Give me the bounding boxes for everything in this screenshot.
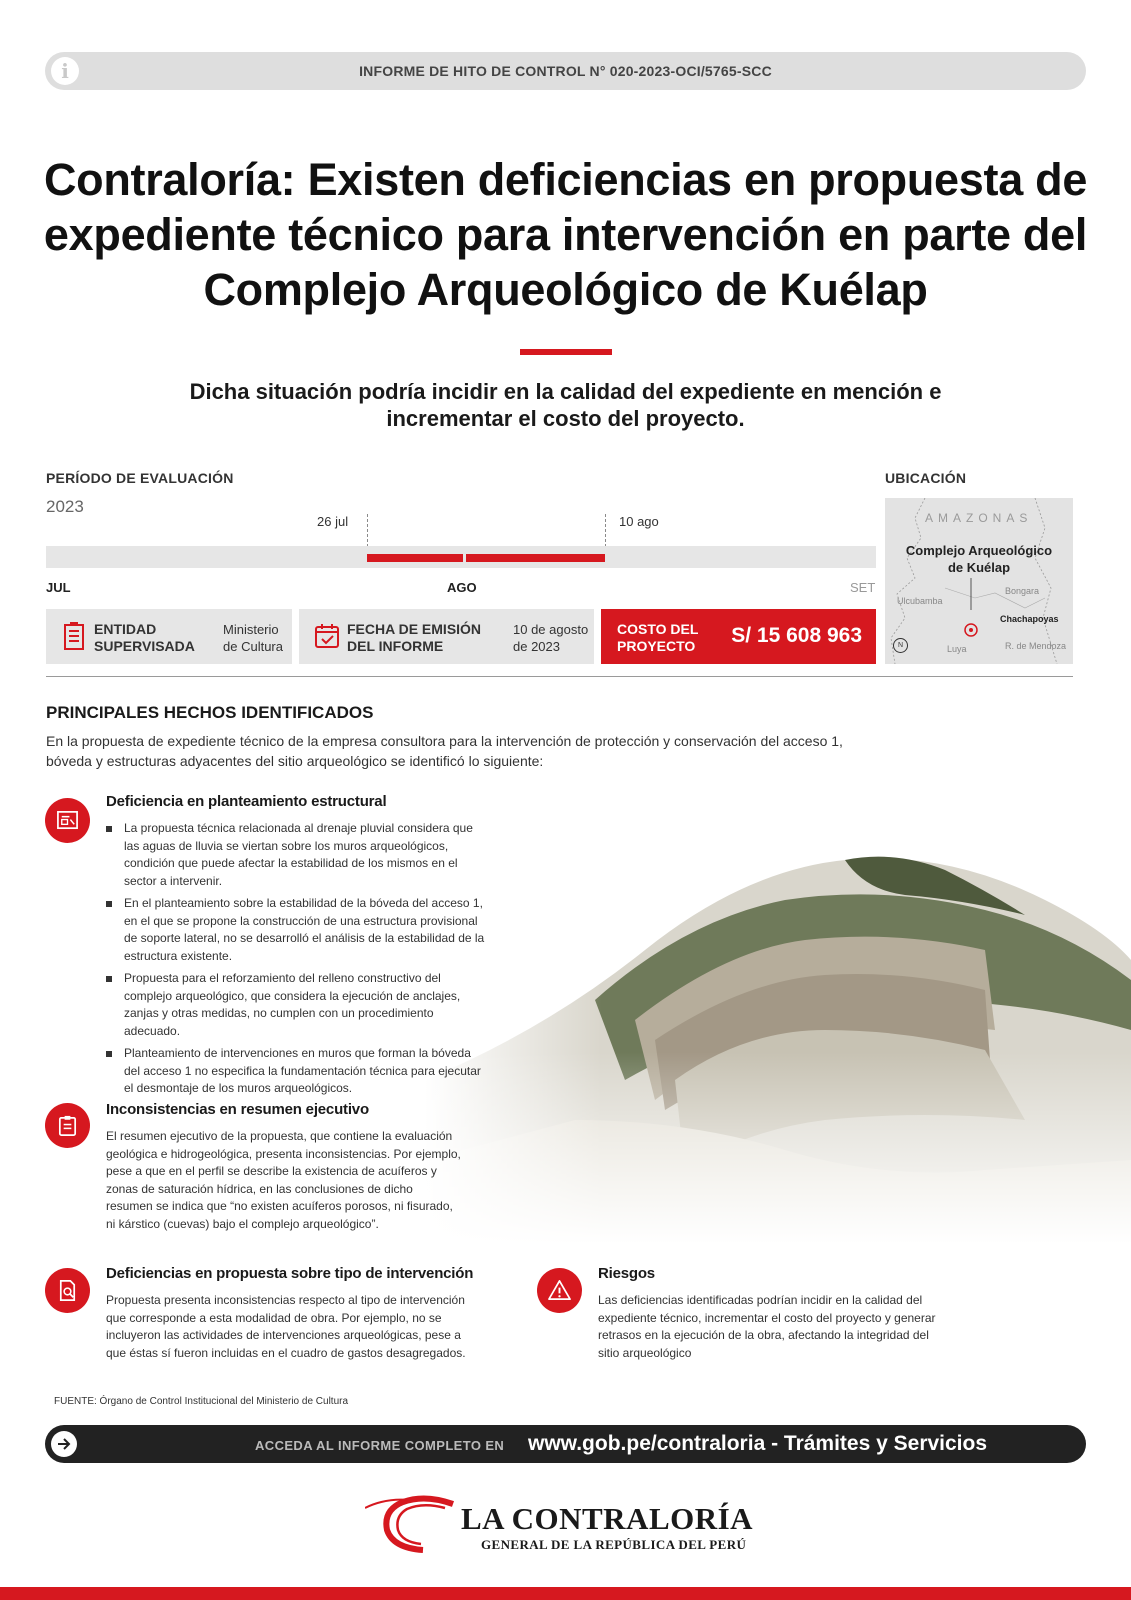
report-code: INFORME DE HITO DE CONTROL N° 020-2023-OCI/5765-SCC: [359, 63, 772, 79]
full-report-link[interactable]: www.gob.pe/contraloria - Trámites y Servicios: [528, 1432, 988, 1455]
clipboard-icon: [56, 1114, 79, 1137]
contraloria-emblem: [365, 1494, 455, 1554]
fact-4-text: Las deficiencias identificadas podrían incidir en la calidad del expediente técnico, incrementar el costo del proyecto y generar retrasos en la ejecución de la obra, afectando la integridad del sitio arqueológico: [598, 1293, 936, 1360]
facts-title: PRINCIPALES HECHOS IDENTIFICADOS: [46, 703, 374, 722]
entity-value: Ministerio de Cultura: [223, 622, 283, 654]
timeline-month-ago: AGO: [447, 580, 477, 595]
project-cost-box: [601, 609, 876, 664]
entity-label: ENTIDAD SUPERVISADA: [94, 621, 195, 654]
period-year: 2023: [46, 497, 84, 516]
logo-title: LA CONTRALORÍA: [461, 1501, 754, 1536]
list-item: En el planteamiento sobre la estabilidad de la bóveda del acceso 1, en el que se propone la construcción de una estructura provisional de soporte lateral, no se desarrolló el análisis de la estabilidad de la estructura existente.: [106, 895, 486, 965]
fact-3-title: Deficiencias en propuesta sobre tipo de intervención: [106, 1265, 474, 1282]
title-underline: [520, 349, 612, 355]
timeline-start-date: 26 jul: [317, 514, 349, 529]
map-town: Luya: [947, 644, 967, 654]
section-divider: [46, 676, 1073, 677]
map-town-main: Chachapoyas: [1000, 614, 1059, 624]
facts-intro: En la propuesta de expediente técnico de la empresa consultora para la intervención de protección y conservación del acceso 1, bóveda y estructuras adyacentes del sitio arqueológico se identificó lo siguiente:: [46, 733, 843, 769]
fact-4-title: Riesgos: [598, 1265, 655, 1282]
timeline-end-date: 10 ago: [619, 514, 659, 529]
timeline-month-set: SET: [850, 580, 876, 595]
blueprint-icon: [56, 809, 79, 832]
fact-1-title: Deficiencia en planteamiento estructural: [106, 793, 387, 810]
entity-box: [46, 609, 292, 664]
info-icon: i: [51, 57, 79, 85]
fact-2-title: Inconsistencias en resumen ejecutivo: [106, 1101, 369, 1118]
map-town: R. de Mendoza: [1005, 641, 1067, 651]
fact-4-icon-badge: [537, 1268, 582, 1313]
timeline-segment-jul: [367, 554, 463, 562]
issue-date-value: 10 de agosto de 2023: [513, 622, 589, 654]
location-label: UBICACIÓN: [885, 470, 967, 486]
arrow-right-icon[interactable]: [51, 1431, 77, 1457]
compass-icon: N: [893, 638, 908, 653]
fact-3-text: Propuesta presenta inconsistencias respecto al tipo de intervención que corresponde a esta modalidad de obra. Por ejemplo, no se incluyeron las actividades de intervenciones arqueológicas, pese a que éstas sí fueron incluidas en el cuadro de gastos desagregados.: [106, 1293, 466, 1360]
project-cost-label: COSTO DEL PROYECTO: [617, 621, 699, 654]
location-map: [885, 498, 1073, 664]
map-region-name: AMAZONAS: [925, 511, 1033, 525]
fact-2-text: El resumen ejecutivo de la propuesta, que contiene la evaluación geológica e hidrogeológica, presenta inconsistencias. Por ejemplo, pese a que en el perfil se describe la existencia de acuíferos y zonas de saturación hídrica, en las conclusiones de dicho resumen se indica que “no existen acuíferos porosos, ni fisurado, ni kárstico (cuevas) bajo el complejo arqueológico”.: [106, 1129, 461, 1231]
headline: Contraloría: Existen deficiencias en propuesta de expediente técnico para intervención en parte del Complejo Arqueológico de Kuélap: [43, 154, 1088, 315]
contraloria-logo: [365, 1494, 765, 1554]
fact-3-icon-badge: [45, 1268, 90, 1313]
calendar-check-icon: [313, 621, 341, 651]
fact-2-icon-badge: [45, 1103, 90, 1148]
list-item: La propuesta técnica relacionada al drenaje pluvial considera que las aguas de lluvia se viertan sobre los muros arqueológicos, condición que puede afectar la estabilidad de los mismos en el sector a intervenir.: [106, 820, 486, 890]
warning-icon: [548, 1279, 571, 1302]
fact-1-icon-badge: [45, 798, 90, 843]
project-cost-value: S/ 15 608 963: [731, 624, 862, 647]
full-report-banner[interactable]: [45, 1425, 1086, 1463]
map-site-name: Complejo Arqueológico de Kuélap: [905, 543, 1053, 575]
timeline-segment-ago: [466, 554, 605, 562]
full-report-cta: ACCEDA AL INFORME COMPLETO EN: [255, 1438, 505, 1453]
issue-date-box: [299, 609, 594, 664]
map-town: Bongara: [1005, 586, 1040, 596]
kuelap-site-photo: [425, 700, 1131, 1340]
source-note: FUENTE: Órgano de Control Institucional del Ministerio de Cultura: [54, 1396, 349, 1407]
document-search-icon: [56, 1279, 79, 1302]
bottom-accent-band: [0, 1587, 1131, 1600]
report-code-banner: [45, 52, 1086, 90]
subheadline: Dicha situación podría incidir en la calidad del expediente en mención e incrementar el costo del proyecto.: [189, 379, 942, 431]
period-label: PERÍODO DE EVALUACIÓN: [46, 470, 234, 486]
building-icon: [60, 621, 88, 651]
list-item: Planteamiento de intervenciones en muros que forman la bóveda del acceso 1 no especifica la fundamentación técnica para ejecutar el desmontaje de los muros arqueológicos.: [106, 1045, 486, 1098]
timeline-month-jul: JUL: [46, 580, 71, 595]
issue-date-label: FECHA DE EMISIÓN DEL INFORME: [347, 621, 482, 654]
map-town: Ulcubamba: [897, 596, 943, 606]
fact-1-list: [106, 820, 486, 1103]
logo-subtitle: GENERAL DE LA REPÚBLICA DEL PERÚ: [481, 1537, 747, 1552]
location-pin-icon: [963, 622, 979, 638]
list-item: Propuesta para el reforzamiento del relleno constructivo del complejo arqueológico, que considera la ejecución de anclajes, zanjas y otras medidas, no cumplen con un procedimiento adecuado.: [106, 970, 486, 1040]
